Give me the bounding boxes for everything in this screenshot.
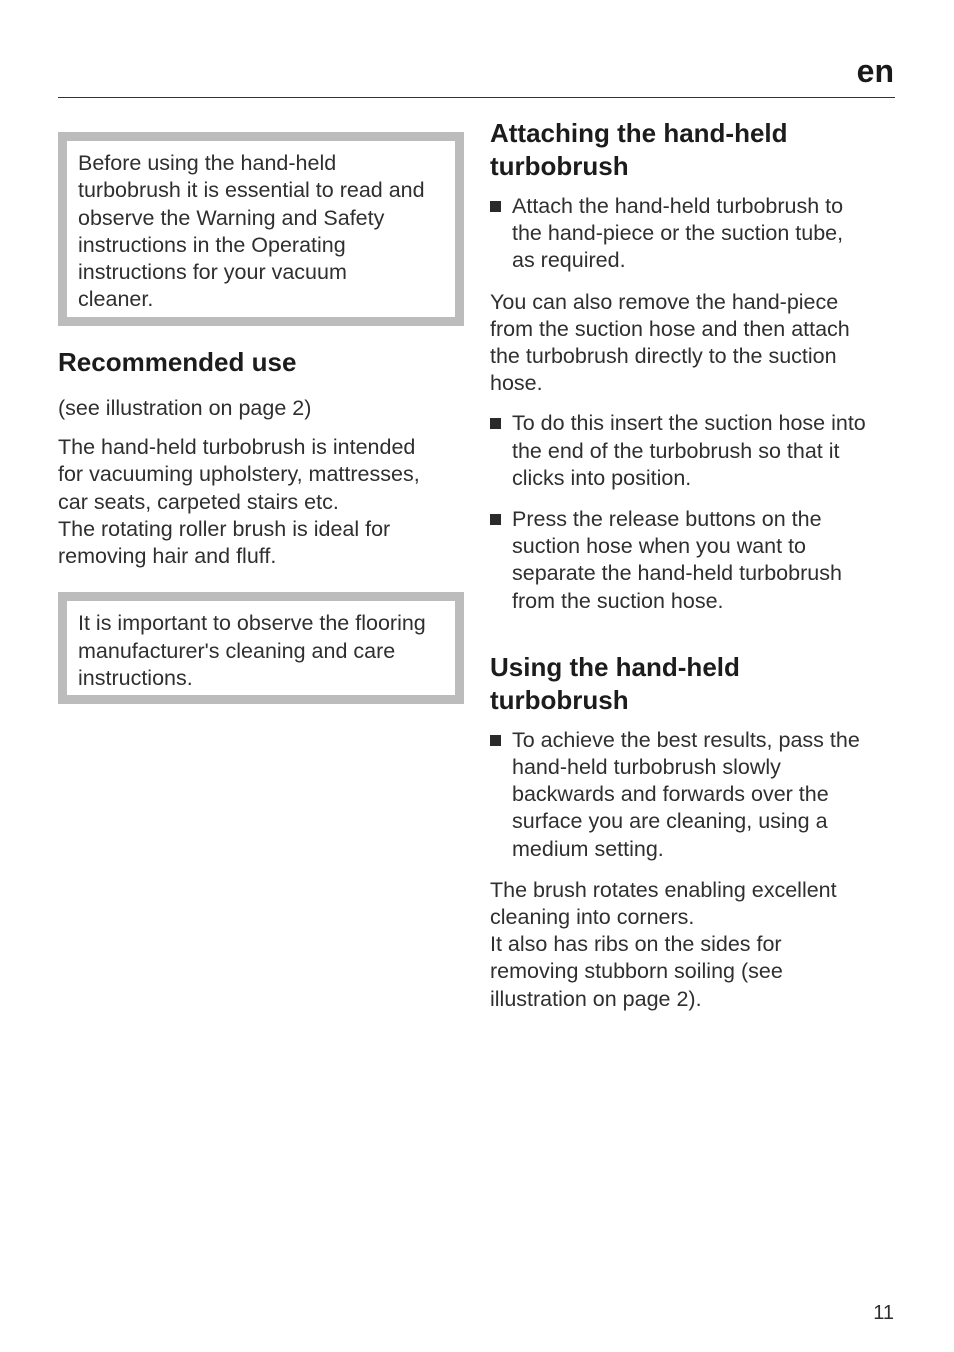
heading-line: turbobrush [490, 684, 629, 715]
note-line: Before using the hand-held [78, 151, 337, 175]
bullet-line: Attach the hand-held turbobrush to [512, 194, 844, 218]
bullet-line: surface you are cleaning, using a [512, 809, 828, 834]
bullet-item [490, 506, 900, 615]
paragraph-line: hose. [490, 371, 543, 396]
note-line: observe the Warning and Safety [78, 205, 385, 230]
bullet-line: separate the hand-held turbobrush [512, 561, 842, 586]
header-divider [58, 97, 895, 98]
note-line: instructions in the Operating [78, 232, 346, 257]
bullet-line: suction hose when you want to [512, 534, 807, 559]
bullet-square-icon [490, 514, 501, 525]
bullet-item [490, 727, 900, 863]
bullet-item [490, 193, 900, 275]
warning-note-box [58, 132, 464, 326]
remove-hand-piece-paragraph [490, 289, 900, 398]
bullet-line: clicks into position. [512, 465, 692, 490]
see-illustration-text: (see illustration on page 2) [58, 396, 312, 420]
note-line: instructions. [78, 665, 193, 690]
bullet-line: from the suction hose. [512, 588, 724, 613]
bullet-line: Press the release buttons on the [512, 507, 822, 532]
bullet-line: backwards and forwards over the [512, 782, 829, 807]
bullet-line: the hand-piece or the suction tube, [512, 221, 844, 246]
using-heading [490, 651, 900, 717]
attaching-heading [490, 117, 900, 183]
bullet-line: medium setting. [512, 836, 664, 861]
paragraph-line: The rotating roller brush is ideal for [58, 516, 391, 541]
bullet-line: To achieve the best results, pass the [512, 727, 860, 752]
left-column [58, 132, 464, 704]
bullet-line: the end of the turbobrush so that it [512, 438, 840, 463]
heading-line: turbobrush [490, 151, 629, 181]
intended-use-paragraph [58, 434, 464, 570]
page-number: 11 [873, 1302, 894, 1324]
bullet-line: as required. [512, 248, 626, 273]
paragraph-line: You can also remove the hand-piece [490, 289, 839, 314]
paragraph-line: It also has ribs on the sides for [490, 932, 782, 957]
bullet-line: hand-held turbobrush slowly [512, 755, 781, 780]
bullet-line: To do this insert the suction hose into [512, 411, 866, 436]
right-column [490, 117, 900, 1013]
paragraph-line: removing stubborn soiling (see [490, 959, 783, 984]
flooring-note-box [58, 592, 464, 704]
recommended-use-heading: Recommended use [58, 347, 297, 377]
heading-line: Attaching the hand-held [490, 118, 788, 148]
paragraph-line: from the suction hose and then attach [490, 316, 850, 341]
paragraph-line: cleaning into corners. [490, 905, 695, 930]
paragraph-line: the turbobrush directly to the suction [490, 344, 837, 369]
paragraph-line: The hand-held turbobrush is intended [58, 435, 416, 460]
brush-rotates-paragraph [490, 877, 900, 1013]
bullet-square-icon [490, 201, 501, 212]
bullet-item [490, 410, 900, 492]
paragraph-line: removing hair and fluff. [58, 544, 277, 569]
note-line: It is important to observe the flooring [78, 611, 426, 636]
bullet-square-icon [490, 735, 501, 746]
heading-line: Using the hand-held [490, 651, 740, 682]
note-line: manufacturer's cleaning and care [78, 638, 396, 663]
paragraph-line: car seats, carpeted stairs etc. [58, 489, 339, 514]
note-line: turbobrush it is essential to read and [78, 178, 425, 203]
paragraph-line: for vacuuming upholstery, mattresses, [58, 462, 420, 487]
note-line: cleaner. [78, 287, 154, 312]
language-code: en [856, 53, 894, 89]
note-line: instructions for your vacuum [78, 260, 347, 285]
paragraph-line: The brush rotates enabling excellent [490, 877, 837, 902]
bullet-square-icon [490, 418, 501, 429]
paragraph-line: illustration on page 2). [490, 986, 702, 1011]
